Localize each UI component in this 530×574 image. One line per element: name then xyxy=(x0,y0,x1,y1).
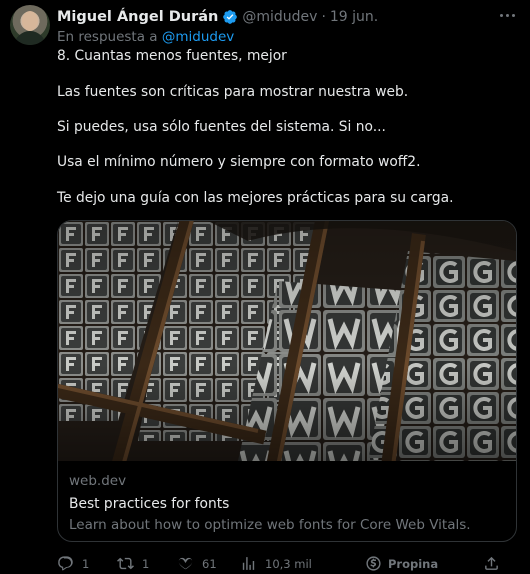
retweet-button[interactable] xyxy=(117,555,149,572)
views-chart-icon xyxy=(240,555,257,572)
link-description: Learn about how to optimize web fonts for Core Web Vitals. xyxy=(69,517,471,533)
link-preview-card[interactable] xyxy=(57,220,517,542)
more-options-icon[interactable] xyxy=(496,8,518,22)
share-icon xyxy=(483,555,500,572)
link-preview-meta xyxy=(69,473,509,533)
tweet-paragraph: Si puedes, usa sólo fuentes del sistema. Si no... xyxy=(57,119,386,135)
author-name[interactable]: Miguel Ángel Durán xyxy=(57,9,219,25)
tweet-actions xyxy=(57,555,517,573)
reply-context xyxy=(57,29,234,45)
reply-mention-link[interactable]: @midudev xyxy=(161,29,235,45)
reply-button[interactable] xyxy=(57,555,89,572)
views-count: 10,3 mil xyxy=(265,556,312,571)
link-preview-image[interactable] xyxy=(58,221,516,461)
tweet-paragraph: Te dejo una guía con las mejores prácticas para su carga. xyxy=(57,190,454,206)
share-button[interactable] xyxy=(483,555,500,572)
reply-icon xyxy=(57,555,74,572)
retweet-icon xyxy=(117,555,134,572)
heart-icon xyxy=(177,555,194,572)
author-handle[interactable]: @midudev xyxy=(242,9,318,25)
tweet-date[interactable]: 19 jun. xyxy=(329,9,379,25)
tweet-paragraph: 8. Cuantas menos fuentes, mejor xyxy=(57,48,287,64)
like-button[interactable] xyxy=(177,555,217,572)
like-count: 61 xyxy=(202,556,217,571)
link-title[interactable]: Best practices for fonts xyxy=(69,496,230,512)
separator-dot: · xyxy=(321,9,326,25)
tweet-header xyxy=(57,7,378,27)
tip-label: Propina xyxy=(388,556,439,571)
tip-icon xyxy=(365,555,382,572)
tip-button[interactable] xyxy=(365,555,438,572)
retweet-count: 1 xyxy=(142,556,150,571)
avatar[interactable] xyxy=(10,5,50,45)
reply-prefix: En respuesta a xyxy=(57,29,158,45)
tweet-paragraph: Usa el mínimo número y siempre con formato woff2. xyxy=(57,154,421,170)
link-domain: web.dev xyxy=(69,473,127,489)
views-button[interactable] xyxy=(240,555,312,572)
reply-count: 1 xyxy=(82,556,90,571)
verified-badge-icon xyxy=(222,9,238,25)
tweet-paragraph: Las fuentes son críticas para mostrar nuestra web. xyxy=(57,84,409,100)
